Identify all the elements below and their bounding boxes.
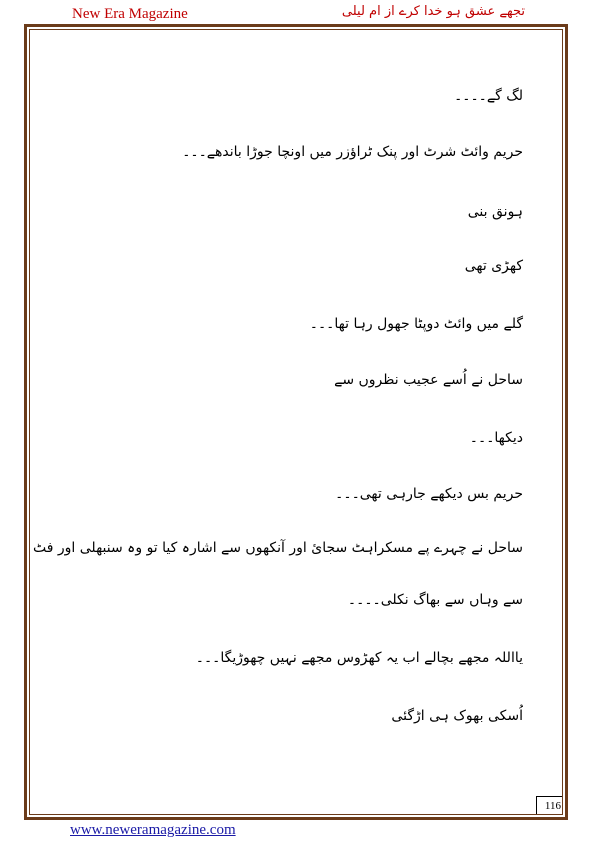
story-line-6: ساحل نے اُسے عجیب نظروں سے [334, 372, 523, 388]
story-line-1: لگ گے۔۔۔۔ [454, 88, 523, 104]
novel-title: تجھے عشق ہو خدا کرے از ام لیلی [341, 4, 525, 19]
website-link[interactable]: www.neweramagazine.com [70, 822, 236, 838]
story-line-9: ساحل نے چہرے پے مسکراہٹ سجائ اور آنکھوں سے اشارہ کیا تو وہ سنبھلی اور فٹ [33, 540, 523, 556]
magazine-name: New Era Magazine [72, 6, 188, 22]
story-line-4: کھڑی تھی [464, 258, 523, 274]
story-line-7: دیکھا۔۔۔ [469, 430, 523, 446]
story-line-8: حریم بس دیکھے جارہی تھی۔۔۔ [335, 486, 523, 502]
story-line-12: اُسکی بھوک ہی اڑگئی [391, 708, 523, 724]
story-line-3: ہونق بنی [467, 204, 523, 220]
story-line-5: گلے میں وائٹ دوپٹا جھول رہا تھا۔۔۔ [309, 316, 523, 332]
story-line-11: یااللہ مجھے بچالے اب یہ کھڑوس مجھے نہیں چھوڑیگا۔۔۔ [195, 650, 523, 666]
page-number: 116 [536, 796, 562, 814]
story-line-10: سے وہاں سے بھاگ نکلی۔۔۔۔ [347, 592, 523, 608]
story-line-2: حریم وائٹ شرٹ اور پنک ٹراؤزر میں اونچا جوڑا باندھے۔۔۔ [182, 144, 523, 160]
